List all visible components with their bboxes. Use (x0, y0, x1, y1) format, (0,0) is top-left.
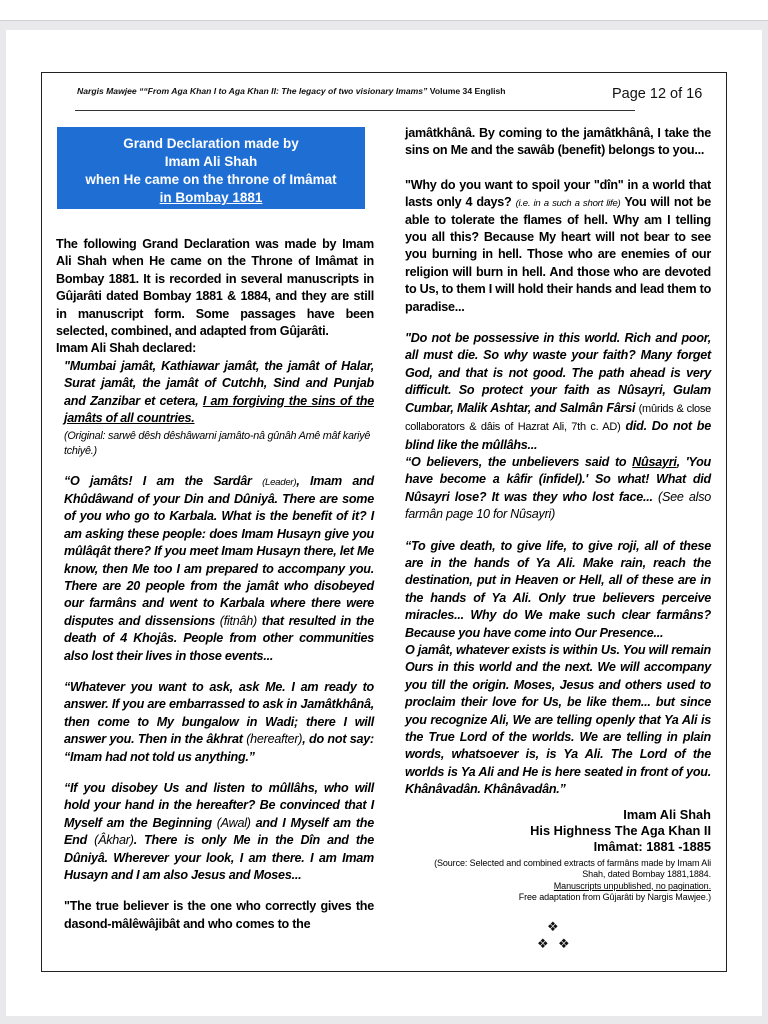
paragraph-mullahs (64, 780, 374, 884)
paragraph-ask-me (64, 679, 374, 766)
paragraph-karbala (64, 473, 374, 664)
paragraph-jamatkhana: jamâtkhânâ. By coming to the jamâtkhânâ, I take the sins on Me and the sawâb (benefit) belongs to you... (405, 126, 711, 158)
paragraph-believers (405, 454, 711, 524)
spoil-din-text-2: You will not be able to tolerate the flames of hell. Why am I telling you all this? Because My heart will not bear to see you burning in hell. Those who are enemies of our religion will burn in hell. And those who are devoted to Us, to them I will hold their hands and lead them to paradise... (405, 195, 712, 314)
mullahs-text-2: and I Myself am the End (64, 815, 374, 848)
signature-dates: Imâmat: 1881 -1885 (593, 838, 711, 854)
believers-text-1: “O believers, the unbelievers said to (405, 454, 633, 469)
title-line-1: Grand Declaration made by (123, 136, 299, 151)
title-line-3: when He came on the throne of Imâmat (85, 172, 337, 187)
declared-line: Imam Ali Shah declared: (56, 341, 197, 356)
fitnah-note: (fitnâh) (219, 613, 257, 628)
signature-title: His Highness The Aga Khan II (530, 822, 711, 838)
see-also-note: (See also farmân page 10 for Nûsayri) (405, 489, 711, 522)
paragraph-true-believer: "The true believer is the one who correctly gives the dasond-mâlêwâjibât and who comes to the (64, 899, 374, 931)
murids-note: (mûrids & close collaborators & dâis of Hazrat Ali, 7th c. AD) (405, 402, 711, 434)
page-number: Page 12 of 16 (612, 86, 703, 102)
possessive-text-1: "Do not be possessive in this world. Rich and poor, all must die. So why waste your faith? Many forget God, and that is not good. The path ahead is very difficult. So protect your faith as Nûsayri, Gulam Cumbar, Malik Ashtar, and Salmân Fârsi (405, 331, 711, 415)
left-column (56, 236, 374, 933)
source-line-3: Manuscripts unpublished, no pagination. (553, 880, 711, 891)
akhar-note: (Âkhar) (94, 833, 134, 848)
source-line-1: (Source: Selected and combined extracts of farmâns made by Imam Ali (434, 857, 711, 868)
top-page-strip (0, 0, 768, 21)
header-citation (77, 86, 506, 96)
hereafter-note: (hereafter) (246, 732, 303, 747)
paragraph-spoil-din (405, 177, 711, 316)
ornament-diamond-right: ❖ (558, 936, 570, 951)
source-line-4: Free adaptation from Gûjarâti by Nargis Mawjee.) (518, 892, 711, 903)
title-box (57, 127, 365, 209)
karbala-text-3: that resulted in the death of 4 Khojâs. People from other communities also lost their lives in those events... (64, 613, 375, 663)
mullahs-text-3: . There is only Me in the Dîn and the Dûniyâ. Wherever your look, I am there. I am Imam Husayn and I am also Jesus and Moses... (64, 833, 374, 882)
intro-paragraph: The following Grand Declaration was made by Imam Ali Shah when He came on the Throne of Imâmat in Bombay 1881. It is recorded in several manuscripts in Gûjarâti dated Bombay 1881 & 1884, and they are still in manuscript form. Some passages have been selected, combined, and adapted from Gûjarâti. (56, 237, 374, 339)
right-column (405, 125, 711, 904)
header-volume: Volume 34 English (429, 86, 506, 96)
nusayri-underlined: Nûsayri (632, 454, 677, 469)
source-line-2: Shah, dated Bombay 1881,1884. (582, 869, 711, 880)
karbala-text-1: “O jamâts! I am the Sardâr (64, 474, 263, 489)
title-line-4: in Bombay 1881 (159, 190, 263, 205)
mullahs-text-1: “If you disobey Us and listen to mûllâhs, who will hold your hand in the hereafter? Be convinced that I Myself am the Beginning (64, 780, 374, 830)
paragraph-possessive (405, 330, 711, 454)
ask-me-text-2: , do not say: “Imam had not told us anything.” (64, 732, 374, 764)
karbala-text-2: , Imam and Khûdâwand of your Din and Dûniyâ. There are some of you who go to Karbala. What is the benefit of it? I am asking these people: does Imam Husayn give you mûlâqât there? If you meet Imam Husayn there, let Me know, then Me too I am prepared to accompany you. There are 20 people from the jamât who disobeyed our farmâns and went to Karbala where there were disputes and dissensions (64, 474, 374, 628)
quote-forgiveness-underlined: I am forgiving the sins of the jamâts of all countries. (64, 393, 374, 426)
header-rule (75, 110, 635, 111)
quote-jamats-list: "Mumbai jamât, Kathiawar jamât, the jamât of Halar, Surat jamât, the jamât of Cutchh, Sind and Punjab and Zanzibar et cetera, (64, 358, 374, 408)
signature-name: Imam Ali Shah (623, 806, 711, 822)
spoil-din-text-1: "Why do you want to spoil your "dîn" in a world that lasts only 4 days? (405, 177, 711, 210)
paragraph-o-jamat: O jamât, whatever exists is within Us. You will remain Ours in this world and the next. We will accompany you till the origin. Moses, Jesus and others used to proclaim their love for Us, be like them... but since you recognize Ali, We are telling openly that Ya Ali is the True Lord of the worlds. We are telling in plain words, whatsoever is, is Ya Ali. The Lord of the worlds is Ya Ali and He is here seated in front of you. Khânâvadân. Khânâvadân.” (405, 642, 711, 797)
ornament-diamond-left: ❖ (537, 936, 549, 951)
leader-note: (Leader) (262, 477, 297, 489)
short-life-note: (i.e. in a such a short life) (515, 198, 621, 210)
title-line-2: Imam Ali Shah (164, 154, 258, 169)
awal-note: (Awal) (216, 815, 251, 830)
ask-me-text-1: “Whatever you want to ask, ask Me. I am ready to answer. If you are embarrassed to ask in Jamâtkhânâ, then come to My bungalow in Wadi; there I will answer you. Then in the âkhrat (64, 679, 374, 747)
header-citation-text: Nargis Mawjee ““From Aga Khan I to Aga Khan II: The legacy of two visionary Imams” (77, 86, 428, 96)
ornament-diamond-top: ❖ (547, 919, 559, 934)
possessive-text-2: did. Do not be blind like the mûllâhs... (405, 419, 712, 452)
believers-text-2: , 'You have become a kâfir (infidel).' So what! What did Nûsayri lose? It was they who lost face... (405, 454, 712, 504)
quote-jamats-forgiveness (64, 358, 374, 428)
paragraph-ya-ali: “To give death, to give life, to give roji, all of these are in the hands of Ya Ali. Make rain, reach the destination, put in Heaven or Hell, all of these are in the hands of Ya Ali. Only true believers perceive miracles... Why do We make such clear farmâns? Because you have come into Our Presence... (405, 538, 711, 640)
original-gujarati: (Original: sarwê dêsh dêshâwarni jamâto-nâ gûnâh Amê mâf kariyê tchiyê.) (64, 430, 371, 458)
